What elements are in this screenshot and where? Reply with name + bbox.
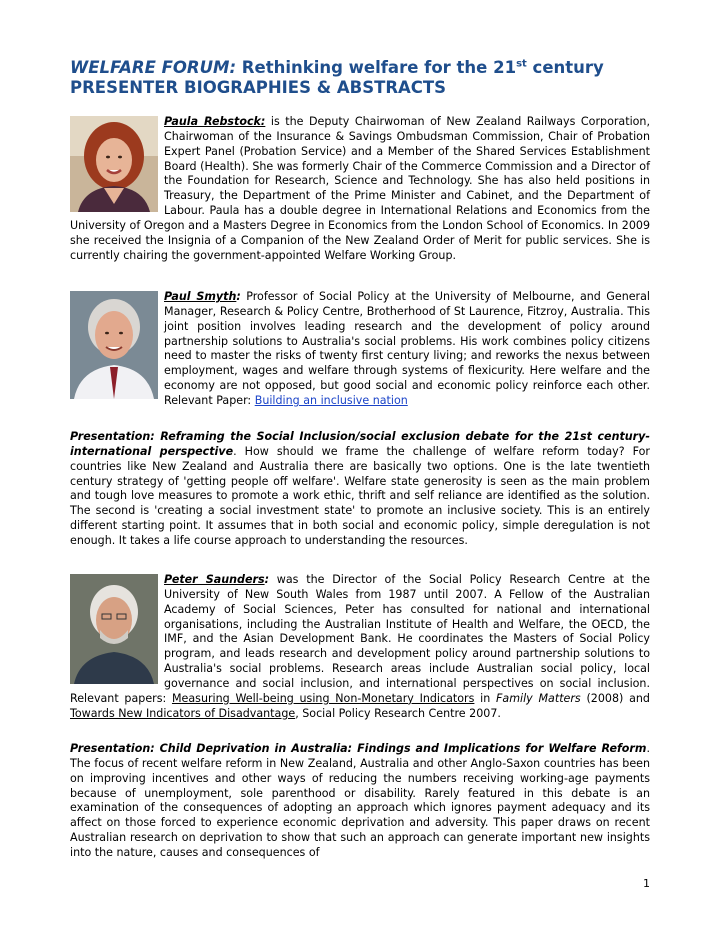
presenter-name: Paul Smyth — [164, 290, 237, 303]
name-colon: : — [264, 573, 270, 586]
presenter-photo-paul — [70, 291, 158, 399]
presenter-bio-text: is the Deputy Chairwoman of New Zealand Railways Corporation, Chairwoman of the Insurance & Savings Ombudsman Commission, Chair of Probation Expert Panel (Probation Service) and a Member of the Shared Services Establishment Board (Health). She was formerly Chair of the Commerce Commission and a Director of the Foundation for Research, Science and Technology. She has also held positions in Treasury, the Department of the Prime Minister and Cabinet, and the Department of Labour. Paula has a double degree in International Relations and Economics from the University of Oregon and a Masters Degree in Economics from the London School of Economics. In 2009 she received the Insignia of a Companion of the New Zealand Order of Merit for public services. She is currently chairing the government-appointed Welfare Working Group. — [70, 115, 650, 262]
title-main: Rethinking welfare for the 21 — [241, 58, 517, 77]
presenter-bio-2 — [70, 290, 650, 409]
connector-text: (2008) and — [580, 691, 650, 705]
connector-text: in — [474, 691, 497, 705]
presentation-abstract-1 — [70, 430, 650, 549]
presenter-photo-paula — [70, 116, 158, 212]
journal-name: Family Matters — [496, 691, 581, 705]
presentation-title: Presentation: Child Deprivation in Australia: Findings and Implications for Welfare Reform — [70, 742, 647, 755]
presenter-bio-text: Professor of Social Policy at the University of Melbourne, and General Manager, Research & Policy Centre, Brotherhood of St Laurence, Fitzroy, Australia. This joint position involves leading research and the development of policy around partnership solutions to Australia's social problems. His work combines policy citizens need to master the risks of twenty first century living; and reworks the nexus between employment, wages and welfare through systems of flexicurity. Here welfare and the economy are not opposed, but good social and economic policy reinforce each other. Relevant Paper: — [164, 290, 650, 407]
title-line — [70, 58, 670, 78]
connector-text: , Social Policy Research Centre 2007. — [295, 706, 501, 720]
presenter-bio-3 — [70, 573, 650, 721]
presentation-title: Presentation: Reframing the Social Inclusion/social exclusion debate for the 21st century-international perspective — [70, 430, 650, 458]
title-superscript: st — [516, 58, 527, 70]
page-number: 1 — [643, 877, 650, 890]
name-colon: : — [236, 290, 241, 303]
paper-link-building-inclusive-nation[interactable]: Building an inclusive nation — [254, 393, 408, 407]
presentation-text: . How should we frame the challenge of welfare reform today? For countries like New Zealand and Australia there are basically two options. One is the late twentieth century strategy of 'getting people off welfare'. Welfare state generosity is seen as the main problem and tough love measures to promote a work ethic, thrift and self reliance are identified as the solution. The second is 'creating a social investment state' to promote an inclusive society. This is an entirely different starting point. It assumes that in both social and economic policy, simple deregulation is not enough. It takes a life course approach to understanding the resources. — [70, 444, 650, 547]
title-end: century — [532, 58, 604, 77]
presenter-bio-text: was the Director of the Social Policy Research Centre at the University of New South Wales from 1987 until 2007. A Fellow of the Australian Academy of Social Sciences, Peter has consulted for national and international organisations, including the Australian Institute of Health and Welfare, the OECD, the IMF, and the Asian Development Bank. He coordinates the Masters of Social Policy program, and leads research and development policy around partnership solutions to Australia's social problems. Research areas include Australian social policy, local governance and social inclusion, and international perspectives on social inclusion. Relevant papers: — [70, 573, 650, 705]
page-title — [70, 58, 670, 98]
subtitle: PRESENTER BIOGRAPHIES & ABSTRACTS — [70, 78, 447, 97]
presentation-abstract-2 — [70, 742, 650, 861]
paper-link-new-indicators[interactable]: Towards New Indicators of Disadvantage — [70, 706, 296, 720]
presenter-name: Peter Saunders — [164, 573, 265, 586]
paper-link-measuring-well-being[interactable]: Measuring Well-being using Non-Monetary Indicators — [171, 691, 475, 705]
presenter-photo-peter — [70, 574, 158, 684]
presentation-text: . The focus of recent welfare reform in New Zealand, Australia and other Anglo-Saxon countries has been on improving incentives and other ways of reducing the numbers receiving working-age payments because of unemployment, sole parenthood or disability. Rarely featured in this debate is an examination of the consequences of adopting an approach which ignores payment adequacy and its affect on those forced to experience economic deprivation and adversity. This paper draws on recent Australian research on deprivation to show that such an approach can generate important new insights into the nature, causes and consequences of — [70, 742, 650, 859]
presenter-name: Paula Rebstock: — [164, 115, 266, 128]
title-prefix: WELFARE FORUM: — [70, 58, 237, 77]
presenter-bio-1 — [70, 115, 650, 263]
